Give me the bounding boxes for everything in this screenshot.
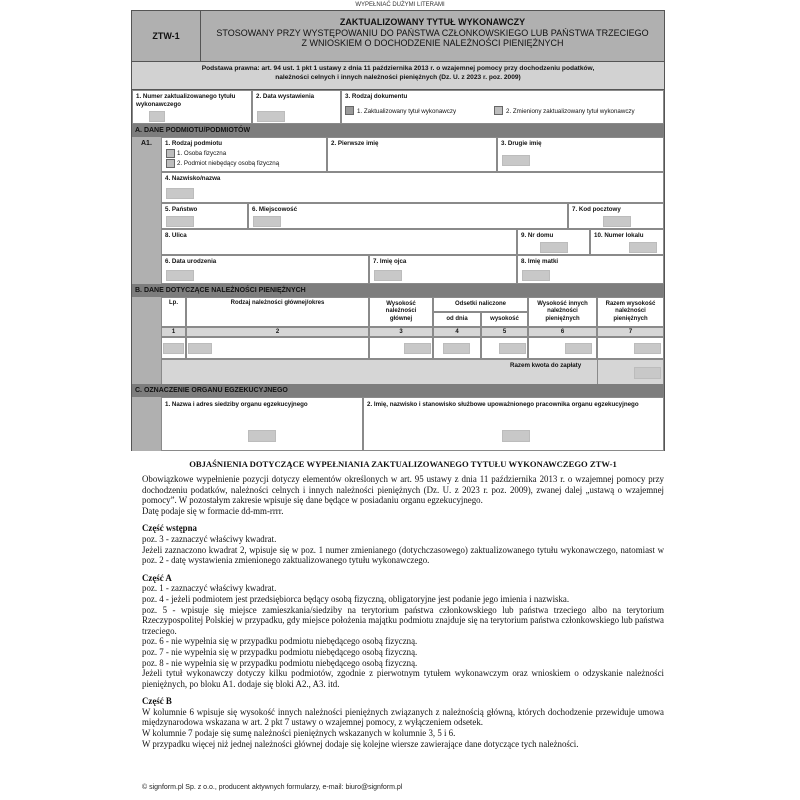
section-c-sidebar [132,397,162,451]
row-kind-input[interactable] [188,343,212,354]
field-father-name [369,255,517,284]
entity-type-option2-checkbox[interactable] [166,159,175,168]
field-surname [161,172,664,203]
section-a-sidebar [132,137,162,284]
field-country [161,203,248,229]
field-title-number [132,90,252,124]
part-a-line: poz. 5 - wpisuje się miejsce zamieszkania/siedziby na terytorium państwa członkowskiego lub państwa trzeciego albo na terytorium Rzeczypospolitej Polskiej w przypadku, gdy miejsce położenia majątku podmiotu znajduje się na terytorium państwa członkowskiego lub państwa trzeciego. [142,604,664,636]
field-house-number-input[interactable] [540,242,568,253]
section-b-header: B. DANE DOTYCZĄCE NALEŻNOŚCI PIENIĘŻNYCH [132,284,664,297]
header-code-cell [132,11,201,61]
col-number: 5 [481,327,528,337]
field-birth-date-input[interactable] [166,270,194,281]
section-b-sidebar [132,297,162,393]
part-a-line: poz. 4 - jeżeli podmiotem jest przedsiębiorca będący osobą fizyczną, obligatoryjne jest podanie jego imienia i nazwiska. [142,593,570,604]
footer-copyright: © signform.pl Sp. z o.o., producent aktywnych formularzy, e-mail: biuro@signform.pl [142,784,403,791]
field-entity-type-label: 1. Rodzaj podmiotu [165,140,223,147]
field-birth-date-label: 6. Data urodzenia [165,258,217,265]
field-authority-address-label: 1. Nazwa i adres siedziby organu egzekucyjnego [165,401,308,408]
field-authorized-employee-label: 2. Imię, nazwisko i stanowisko służbowe upoważnionego pracownika organu egzekucyjnego [367,401,639,408]
part-a-line: poz. 7 - nie wypełnia się w przypadku podmiotu niebędącego osobą fizyczną. [142,646,418,657]
doc-type-option1-checkbox[interactable] [345,106,354,115]
doc-type-option2-checkbox[interactable] [494,106,503,115]
field-street [161,229,517,255]
intro-part-line: poz. 3 - zaznaczyć właściwy kwadrat. [142,533,277,544]
field-title-number-label: 1. Numer zaktualizowanego tytułu wykonawczego [136,93,236,108]
row-amount-input[interactable] [404,343,431,354]
col-interest-header: Odsetki naliczone [433,297,528,312]
col-other-header: Wysokość innych należności pieniężnych [528,297,597,327]
field-issue-date-label: 2. Data wystawienia [256,93,315,100]
col-total-header: Razem wysokość należności pieniężnych [597,297,664,327]
block-a1-label: A1. [141,140,152,147]
heading-intro-part: Część wstępna [142,523,197,534]
section-c-header: C. OZNACZENIE ORGANU EGZEKUCYJNEGO [132,384,664,397]
field-first-name-label: 2. Pierwsze imię [331,140,379,147]
field-flat-number [590,229,664,255]
field-house-number-label: 9. Nr domu [521,232,554,239]
row-other-input[interactable] [565,343,592,354]
form-subtitle-2: Z WNIOSKIEM O DOCHODZENIE NALEŻNOŚCI PIENIĘŻNYCH [301,38,564,48]
part-a-line: poz. 6 - nie wypełnia się w przypadku podmiotu niebędącego osobą fizyczną. [142,636,418,647]
intro-part-line: Jeżeli zaznaczono kwadrat 2, wpisuje się w poz. 1 numer zmienianego (dotychczasowego) zaktualizowanego tytułu wykonawczego, natomiast w poz. 2 - datę wystawienia zmienionego zaktualizowanego tytułu wykonawczego. [142,544,664,566]
field-surname-label: 4. Nazwisko/nazwa [165,175,221,182]
col-interest-amount-header: wysokość [481,312,528,327]
col-kind-header: Rodzaj należności głównej/okres [186,297,369,327]
legal-basis-line2: należności celnych i innych należności pieniężnych (Dz. U. z 2023 r. poz. 2009) [275,73,521,81]
field-birth-date [161,255,369,284]
field-authority-address-input[interactable] [248,430,276,442]
entity-type-option1-label: 1. Osoba fizyczna [177,150,227,157]
row-lp-input[interactable] [163,343,184,354]
field-second-name [497,137,664,172]
row-total-input[interactable] [634,343,661,354]
legal-basis [132,61,664,90]
total-label: Razem kwota do zapłaty [510,362,582,369]
heading-part-b: Część B [142,696,172,707]
fill-instruction: WYPEŁNIAĆ DUŻYMI LITERAMI [355,2,445,8]
field-issue-date-input[interactable] [257,111,285,122]
row-from-input[interactable] [443,343,470,354]
field-city [248,203,568,229]
col-lp-header: Lp. [161,297,186,327]
field-house-number [517,229,590,255]
field-postal-code-label: 7. Kod pocztowy [572,206,621,213]
field-country-input[interactable] [166,216,194,227]
doc-type-option2-label: 2. Zmieniony zaktualizowany tytuł wykonawczy [506,108,635,115]
part-a-line: poz. 8 - nie wypełnia się w przypadku podmiotu niebędącego osobą fizyczną. [142,657,418,668]
field-second-name-input[interactable] [502,155,530,166]
doc-type-option1-label: 1. Zaktualizowany tytuł wykonawczy [357,108,457,115]
field-postal-code-input[interactable] [603,216,631,227]
col-from-header: od dnia [433,312,481,327]
form-title: ZAKTUALIZOWANY TYTUŁ WYKONAWCZY [339,17,526,27]
field-mother-name [517,255,664,284]
explanations-date-format: Datę podaje się w formacie dd-mm-rrrr. [142,505,284,516]
field-father-name-label: 7. Imię ojca [373,258,407,265]
field-second-name-label: 3. Drugie imię [501,140,542,147]
field-authorized-employee [363,397,664,451]
row-interest-input[interactable] [499,343,526,354]
form-ztw1 [131,10,665,451]
form-subtitle-1: STOSOWANY PRZY WYSTĘPOWANIU DO PAŃSTWA CZŁONKOWSKIEGO LUB PAŃSTWA TRZECIEGO [216,28,649,38]
entity-type-option2-label: 2. Podmiot niebędący osobą fizyczną [177,160,280,167]
col-number: 7 [597,327,664,337]
field-first-name [327,137,497,172]
field-country-label: 5. Państwo [165,206,198,213]
header-title-cell [201,11,664,61]
field-father-name-input[interactable] [374,270,402,281]
explanations-body [142,474,664,749]
field-flat-number-label: 10. Numer lokalu [594,232,644,239]
field-document-type-label: 3. Rodzaj dokumentu [345,93,408,100]
col-number: 2 [186,327,369,337]
explanations-title: OBJAŚNIENIA DOTYCZĄCE WYPEŁNIANIA ZAKTUALIZOWANEGO TYTUŁU WYKONAWCZEGO ZTW-1 [189,459,617,469]
field-mother-name-label: 8. Imię matki [521,258,559,265]
part-b-line: W kolumnie 7 podaje się sumę należności pieniężnych wskazanych w kolumnie 3, 5 i 6. [142,728,456,739]
field-mother-name-input[interactable] [522,270,550,281]
field-entity-type [161,137,327,172]
field-surname-input[interactable] [166,188,194,199]
col-number: 4 [433,327,481,337]
field-street-label: 8. Ulica [165,232,187,239]
heading-part-a: Część A [142,572,172,583]
part-b-line: W kolumnie 6 wpisuje się wysokość innych należności pieniężnych związanych z należnością główną, których dochodzenie przewiduje umowa międzynarodowa wskazana w art. 2 pkt 7 ustawy o wzajemnej pomocy, z wyłączeniem odsetek. [142,706,664,728]
col-number: 1 [161,327,186,337]
field-city-input[interactable] [253,216,281,227]
part-a-line: Jeżeli tytuł wykonawczy dotyczy kilku podmiotów, zgodnie z pierwotnym tytułem wykonawczym oraz wnioskiem o odzyskanie należności pieniężnych, po bloku A1. dodaje się bloki A2., A3. itd. [142,668,664,689]
field-authority-address [161,397,363,451]
part-a-line: poz. 1 - zaznaczyć właściwy kwadrat. [142,583,277,594]
form-code: ZTW-1 [152,31,180,41]
field-issue-date [252,90,341,124]
explanations-intro: Obowiązkowe wypełnienie pozycji dotyczy elementów określonych w art. 95 ustawy z dnia 11 października 2013 r. o wzajemnej pomocy przy dochodzeniu podatków, należności celnych i innych należności pieniężnych (Dz. U. z 2023 r. poz. 2009), zwanej dalej „ustawą o wzajemnej pomocy”. W pozostałym zakresie wpisuje się dane będące w posiadaniu organu egzekucyjnego. [142,474,664,506]
total-amount-input[interactable] [634,367,661,379]
entity-type-option1-checkbox[interactable] [166,149,175,158]
row-cell-kind [186,337,369,359]
part-b-line: W przypadku więcej niż jednej należności głównej dodaje się kolejne wiersze zawierające dane dotyczące tych należności. [142,738,579,749]
field-flat-number-input[interactable] [629,242,657,253]
legal-basis-line1: Podstawa prawna: art. 94 ust. 1 pkt 1 ustawy z dnia 11 października 2013 r. o wzajemnej pomocy przy dochodzeniu podatków, [201,65,595,72]
field-document-type [341,90,664,124]
field-title-number-input[interactable] [149,111,165,122]
field-postal-code [568,203,664,229]
col-number: 3 [369,327,433,337]
col-amount-header: Wysokość należności głównej [369,297,433,327]
field-city-label: 6. Miejscowość [252,206,298,213]
section-a-header: A. DANE PODMIOTU/PODMIOTÓW [132,124,664,137]
field-authorized-employee-input[interactable] [502,430,530,442]
col-number: 6 [528,327,597,337]
